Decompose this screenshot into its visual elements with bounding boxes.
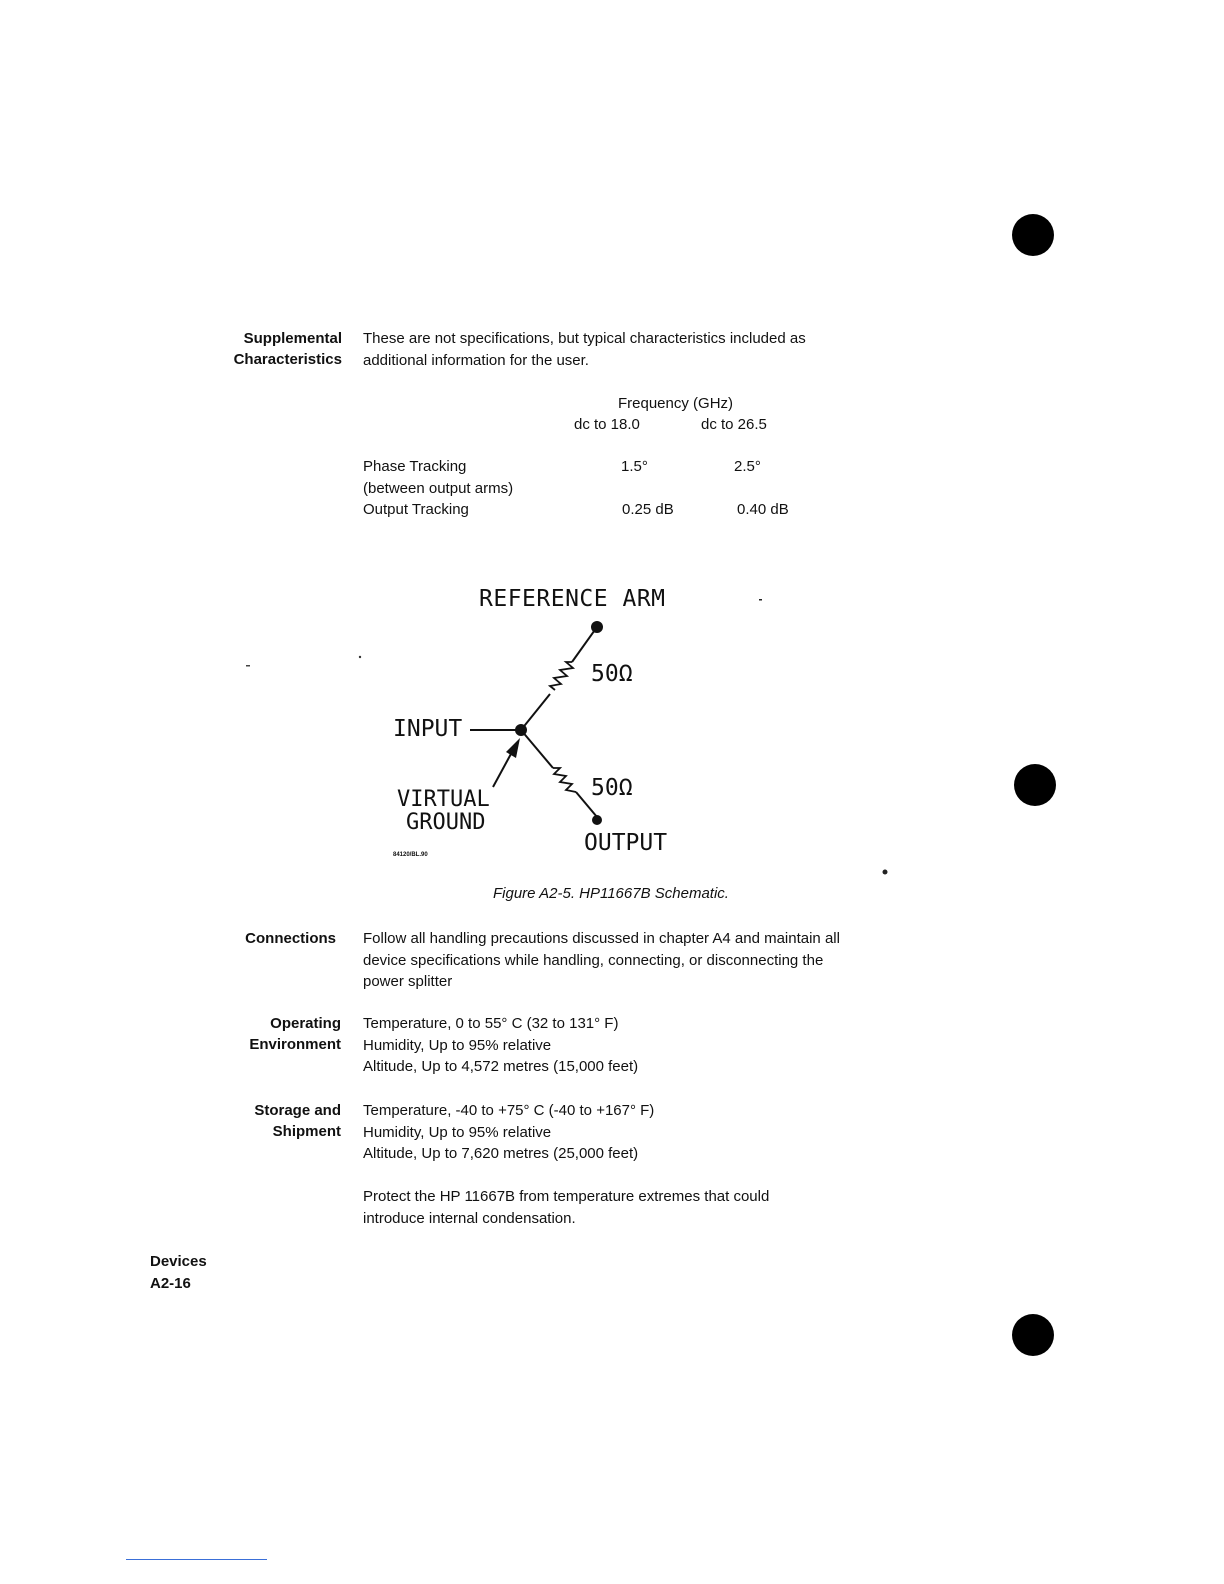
operating-temperature: Temperature, 0 to 55° C (32 to 131° F) <box>363 1015 619 1032</box>
storage-temperature: Temperature, -40 to +75° C (-40 to +167° F) <box>363 1102 655 1119</box>
connections-line3: power splitter <box>363 973 453 990</box>
storage-label-line1: Storage and <box>254 1102 341 1119</box>
figure-caption: Figure A2-5. HP11667B Schematic. <box>493 885 729 902</box>
bottom-rule <box>126 1559 267 1560</box>
virtual-ground-arrowhead <box>506 738 520 758</box>
figure-code: 84120/BL.90 <box>393 852 428 858</box>
footer-section: Devices <box>150 1253 207 1270</box>
label-resistor-bottom: 50Ω <box>591 775 633 801</box>
table-row-phase-v1: 1.5° <box>621 458 648 475</box>
speck <box>883 870 888 875</box>
output-upper-line <box>521 730 553 768</box>
label-input: INPUT <box>393 716 463 742</box>
storage-note <box>363 1186 923 1229</box>
table-row-phase-sub: (between output arms) <box>363 480 514 497</box>
label-virtual: VIRTUAL <box>397 787 490 812</box>
supplemental-intro-line1: These are not specifications, but typical characteristics included as <box>363 330 806 347</box>
operating-altitude: Altitude, Up to 4,572 metres (15,000 feet) <box>363 1058 639 1075</box>
table-row-output-v1: 0.25 dB <box>622 501 674 518</box>
footer <box>150 1251 207 1295</box>
operating-label-line1: Operating <box>270 1015 341 1032</box>
reference-arm-line <box>572 627 597 662</box>
connections-line1: Follow all handling precautions discussed in chapter A4 and maintain all <box>363 930 840 947</box>
operating-text <box>363 1013 923 1078</box>
storage-label-line2: Shipment <box>272 1123 341 1140</box>
label-output: OUTPUT <box>584 830 668 856</box>
reference-lower-line <box>521 694 550 730</box>
speck <box>759 599 762 601</box>
resistor-bottom <box>553 768 576 792</box>
table-row-output-v2: 0.40 dB <box>737 501 789 518</box>
output-node <box>592 815 602 825</box>
table-row-phase-v2: 2.5° <box>734 458 761 475</box>
table-col-header-2: dc to 26.5 <box>701 416 767 433</box>
supplemental-label-line1: Supplemental <box>243 330 342 347</box>
storage-text <box>363 1100 923 1165</box>
operating-label-line2: Environment <box>249 1036 341 1053</box>
virtual-ground-arrow-line <box>493 752 512 787</box>
storage-label <box>141 1100 341 1142</box>
speck <box>246 665 250 667</box>
supplemental-intro-line2: additional information for the user. <box>363 351 589 369</box>
table-row-phase-label: Phase Tracking <box>363 458 467 475</box>
speck <box>359 656 361 658</box>
supplemental-label-line2: Characteristics <box>233 351 342 368</box>
reference-arm-node <box>591 621 603 633</box>
connections-text <box>363 928 923 993</box>
footer-page-number: A2-16 <box>150 1275 191 1292</box>
label-reference-arm: REFERENCE ARM <box>479 586 666 612</box>
storage-humidity: Humidity, Up to 95% relative <box>363 1123 552 1141</box>
label-ground: GROUND <box>406 810 486 835</box>
table-header-frequency: Frequency (GHz) <box>618 395 734 412</box>
storage-note-line1: Protect the HP 11667B from temperature extremes that could <box>363 1188 770 1205</box>
table-row-output-label: Output Tracking <box>363 501 469 518</box>
connections-line2: device specifications while handling, connecting, or disconnecting the <box>363 951 824 969</box>
storage-altitude: Altitude, Up to 7,620 metres (25,000 feet) <box>363 1145 639 1162</box>
operating-humidity: Humidity, Up to 95% relative <box>363 1036 552 1054</box>
label-resistor-top: 50Ω <box>591 661 633 687</box>
connections-label: Connections <box>245 930 336 947</box>
resistor-top <box>550 662 573 690</box>
storage-note-line2: introduce internal condensation. <box>363 1209 576 1227</box>
operating-label <box>141 1013 341 1055</box>
table-col-header-1: dc to 18.0 <box>574 416 640 433</box>
